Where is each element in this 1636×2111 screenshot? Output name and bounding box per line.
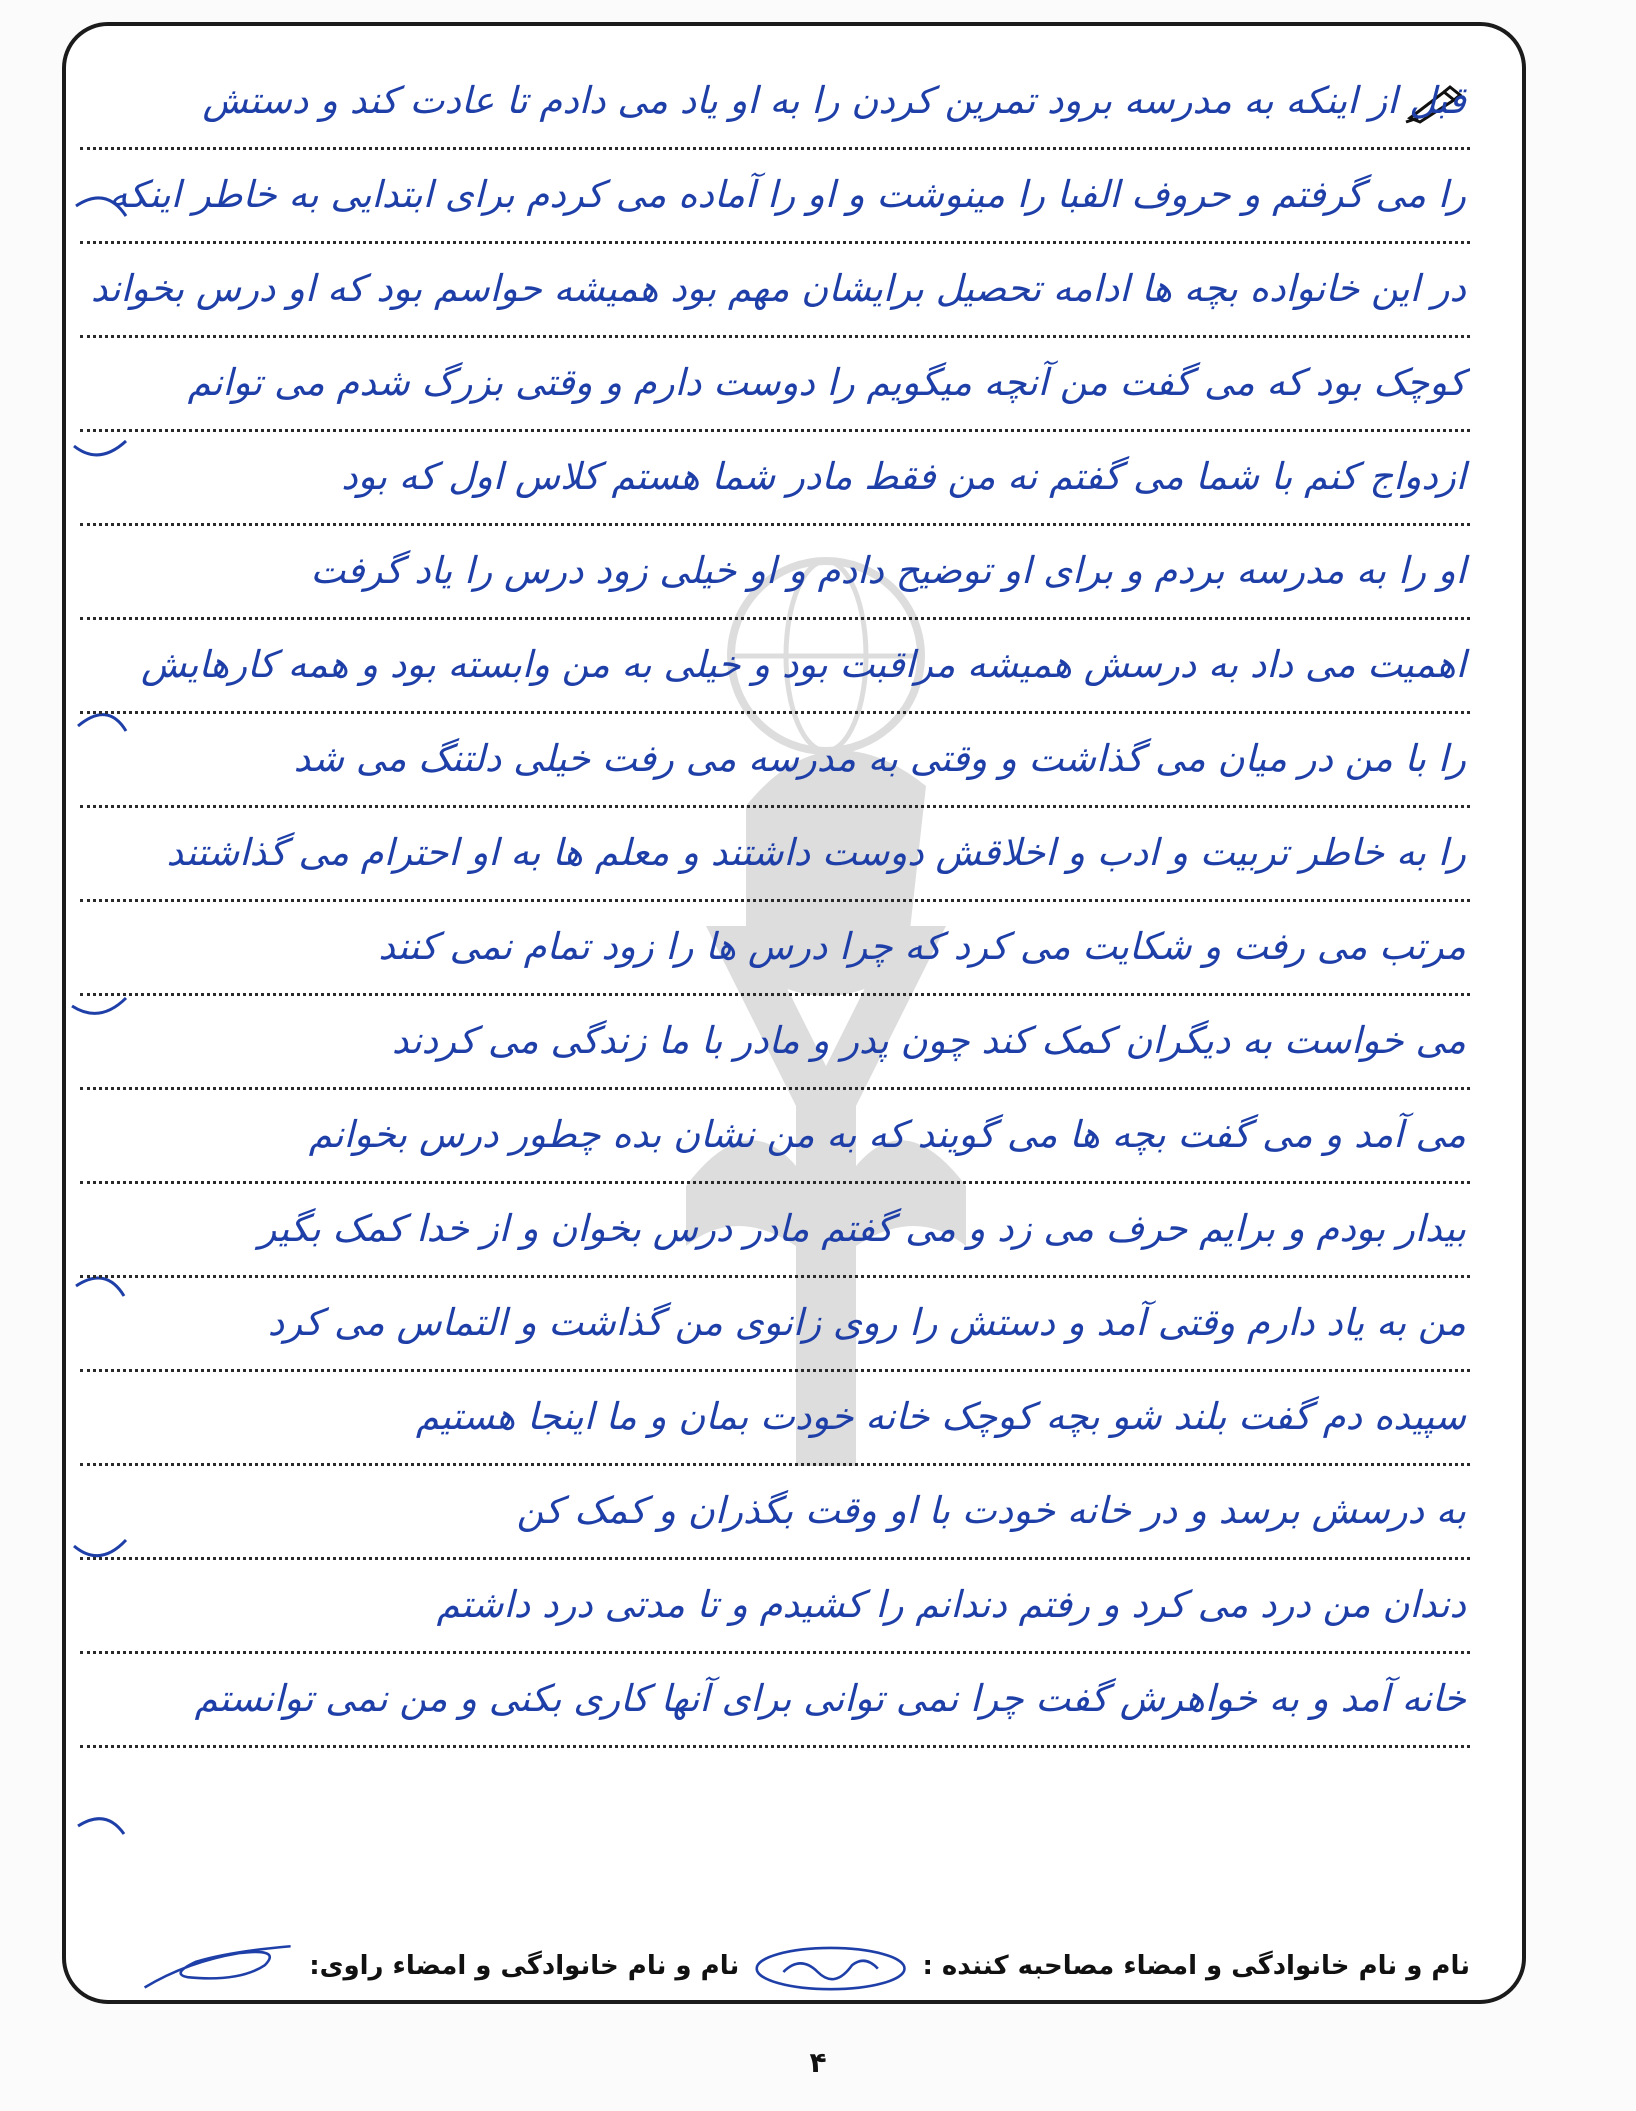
- handwritten-line-3: در این خانواده بچه ها ادامه تحصیل برایشان مهم بود همیشه حواسم بود که او درس بخواند: [80, 254, 1470, 338]
- narrator-signature: [136, 1931, 299, 2001]
- handwritten-line-15: سپیده دم گفت بلند شو بچه کوچک خانه خودت بمان و ما اینجا هستیم: [80, 1382, 1470, 1466]
- handwritten-line-4: کوچک بود که می گفت من آنچه میگویم را دوست دارم و وقتی بزرگ شدم می توانم: [80, 348, 1470, 432]
- handwritten-line-1: قبل از اینکه به مدرسه برود تمرین کردن را به او یاد می دادم تا عادت کند و دستش: [80, 66, 1470, 150]
- interviewer-signature: [749, 1931, 912, 2001]
- handwritten-line-17: دندان من درد می کرد و رفتم دندانم را کشیدم و تا مدتی درد داشتم: [80, 1570, 1470, 1654]
- handwritten-line-14: من به یاد دارم وقتی آمد و دستش را روی زانوی من گذاشت و التماس می کرد: [80, 1288, 1470, 1372]
- handwritten-line-12: می آمد و می گفت بچه ها می گویند که به من نشان بده چطور درس بخوانم: [80, 1100, 1470, 1184]
- handwritten-line-11: می خواست به دیگران کمک کند چون پدر و مادر با ما زندگی می کردند: [80, 1006, 1470, 1090]
- handwritten-line-7: اهمیت می داد به درسش همیشه مراقبت بود و خیلی به من وابسته بود و همه کارهایش: [80, 630, 1470, 714]
- page-number: ۴: [809, 2046, 827, 2079]
- page-frame: [62, 22, 1526, 2004]
- handwritten-line-2: را می گرفتم و حروف الفبا را مینوشت و او را آماده می کردم برای ابتدایی به خاطر اینکه: [80, 160, 1470, 244]
- interviewer-signature-label: نام و نام خانوادگی و امضاء مصاحبه کننده :: [922, 1951, 1470, 1981]
- handwritten-line-8: را با من در میان می گذاشت و وقتی به مدرسه می رفت خیلی دلتنگ می شد: [80, 724, 1470, 808]
- handwritten-line-13: بیدار بودم و برایم حرف می زد و می گفتم مادر درس بخوان و از خدا کمک بگیر: [80, 1194, 1470, 1278]
- handwritten-line-9: را به خاطر تربیت و ادب و اخلاقش دوست داشتند و معلم ها به او احترام می گذاشتند: [80, 818, 1470, 902]
- narrator-signature-label: نام و نام خانوادگی و امضاء راوی:: [309, 1951, 740, 1981]
- handwritten-line-5: ازدواج کنم با شما می گفتم نه من فقط مادر شما هستم کلاس اول که بود: [80, 442, 1470, 526]
- handwritten-line-10: مرتب می رفت و شکایت می کرد که چرا درس ها را زود تمام نمی کنند: [80, 912, 1470, 996]
- signature-footer: [126, 1931, 1470, 2001]
- handwritten-line-16: به درسش برسد و در خانه خودت با او وقت بگذران و کمک کن: [80, 1476, 1470, 1560]
- handwritten-line-6: او را به مدرسه بردم و برای او توضیح دادم و او خیلی زود درس را یاد گرفت: [80, 536, 1470, 620]
- handwritten-line-18: خانه آمد و به خواهرش گفت چرا نمی توانی برای آنها کاری بکنی و من نمی توانستم: [80, 1664, 1470, 1748]
